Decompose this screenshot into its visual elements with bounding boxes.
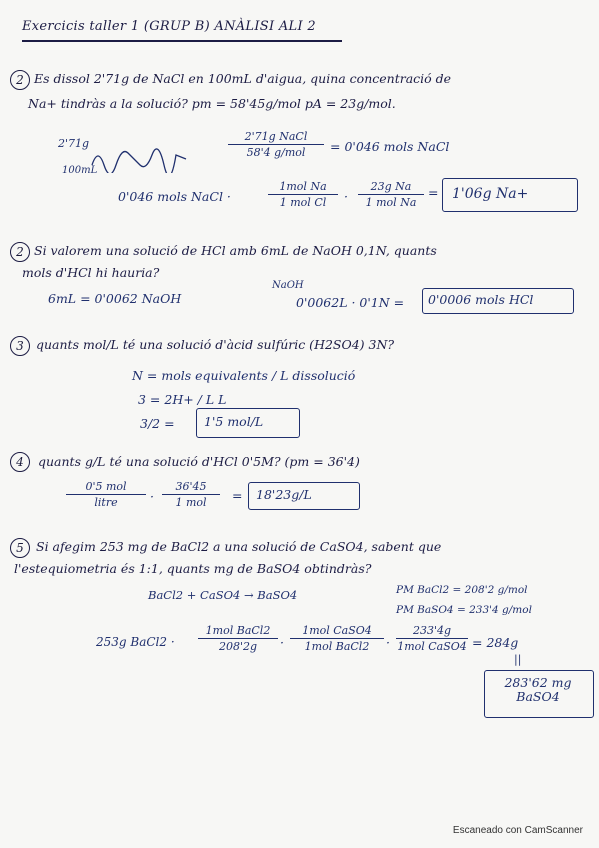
q3-line1: quants mol/L té una solució d'àcid sulfúric (H2SO4) 3N? <box>36 337 395 352</box>
q5-f1-den: 208'2g <box>218 640 258 654</box>
q2-line2: mols d'HCl hi hauria? <box>22 265 160 280</box>
q1-dot: · <box>344 189 348 204</box>
q5-pm1: PM BaCl2 = 208'2 g/mol <box>396 584 528 596</box>
page-title: Exercicis taller 1 (GRUP B) ANÀLISI ALI 2 <box>22 19 316 34</box>
q5-dot-1: · <box>280 635 284 650</box>
q2-note: NaOH <box>272 280 304 291</box>
question-number-2: 2 <box>10 242 30 262</box>
q5-f3-num: 233'4g <box>412 624 452 637</box>
q2-calc: 0'0062L · 0'1N = <box>296 295 405 310</box>
q1-f3-num: 23g Na <box>370 180 412 193</box>
q4-f2-num: 36'45 <box>175 480 207 493</box>
scanner-watermark: Escaneado con CamScanner <box>452 825 583 836</box>
q3-def: N = mols equivalents / L dissolució <box>132 368 356 383</box>
q4-f2-den: 1 mol <box>175 496 207 510</box>
q2-left: 6mL = 0'0062 NaOH <box>48 291 182 306</box>
q5-dot-2: · <box>386 635 390 650</box>
q4-line1: quants g/L té una solució d'HCl 0'5M? (pm = 36'4) <box>38 454 360 469</box>
q1-step2-prefix: 0'046 mols NaCl · <box>118 189 231 204</box>
q2-result: 0'0006 mols HCl <box>428 292 534 307</box>
q5-f2-den: 1mol BaCl2 <box>304 640 370 654</box>
q1-fraction-1 <box>228 130 324 159</box>
q1-f2-num: 1mol Na <box>279 180 327 193</box>
q4-result: 18'23g/L <box>256 487 312 502</box>
q4-equals: = <box>232 488 243 503</box>
q5-fraction-3 <box>396 624 468 653</box>
q3-calc: 3/2 = <box>140 416 175 431</box>
q5-reaction: BaCl2 + CaSO4 → BaSO4 <box>148 588 298 602</box>
q2-line1: Si valorem una solució de HCl amb 6mL de NaOH 0,1N, quants <box>34 243 437 258</box>
q1-scratch-mass: 2'71g <box>58 137 90 150</box>
q5-fraction-2 <box>290 624 384 653</box>
q5-f2-num: 1mol CaSO4 <box>302 624 372 637</box>
question-number-5: 5 <box>10 538 30 558</box>
question-number-1: 2 <box>10 70 30 90</box>
q5-f1-num: 1mol BaCl2 <box>205 624 271 637</box>
q4-dot: · <box>150 489 154 504</box>
q4-fraction-2 <box>162 480 220 509</box>
q1-fraction-2 <box>268 180 338 209</box>
q1-scratch-volume: 100mL <box>62 165 98 176</box>
q1-result: 1'06g Na+ <box>452 186 529 202</box>
q5-final: 283'62 mg BaSO4 <box>504 675 572 705</box>
q1-equals: = <box>428 185 439 200</box>
q3-eq: 3 = 2H+ / L L <box>138 392 227 407</box>
q1-frac-num: 2'71g NaCl <box>244 130 308 143</box>
title-underline <box>22 40 342 42</box>
q5-pm2: PM BaSO4 = 233'4 g/mol <box>396 604 532 616</box>
q4-f1-num: 0'5 mol <box>85 480 127 493</box>
q1-eq1: = 0'046 mols NaCl <box>330 139 450 154</box>
q5-line2: l'estequiometria és 1:1, quants mg de BaSO4 obtindràs? <box>14 561 372 576</box>
q5-line1: Si afegim 253 mg de BaCl2 a una solució de CaSO4, sabent que <box>36 539 442 554</box>
q5-fraction-1 <box>198 624 278 653</box>
q1-f3-den: 1 mol Na <box>365 196 417 210</box>
q1-line1: Es dissol 2'71g de NaCl en 100mL d'aigua, quina concentració de <box>34 71 452 86</box>
q1-fraction-3 <box>358 180 424 209</box>
q5-start: 253g BaCl2 · <box>96 635 175 649</box>
q1-line2: Na+ tindràs a la solució? pm = 58'45g/mol pA = 23g/mol. <box>28 96 396 111</box>
q1-scribble <box>90 145 190 173</box>
q3-result: 1'5 mol/L <box>204 414 264 429</box>
q5-f3-den: 1mol CaSO4 <box>397 640 467 654</box>
q1-frac-den: 58'4 g/mol <box>246 146 306 160</box>
q5-equiv-mark: || <box>514 653 522 666</box>
q4-fraction-1 <box>66 480 146 509</box>
q1-f2-den: 1 mol Cl <box>279 196 327 210</box>
question-number-4: 4 <box>10 452 30 472</box>
q5-eq-result: = 284g <box>472 635 519 650</box>
q4-f1-den: litre <box>94 496 118 510</box>
question-number-3: 3 <box>10 336 30 356</box>
